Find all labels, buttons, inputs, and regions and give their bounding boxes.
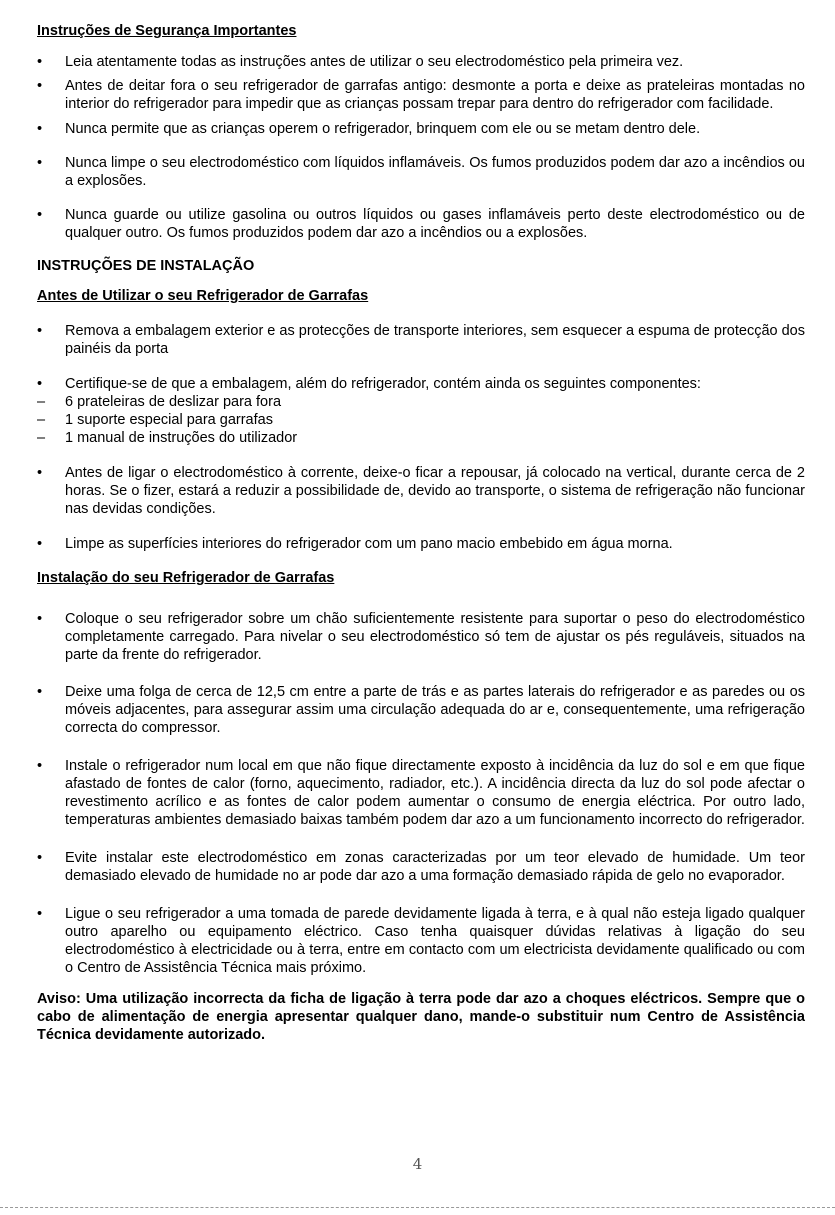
component-item-2 (37, 411, 805, 429)
component-text: 6 prateleiras de deslizar para fora (65, 394, 282, 410)
installation-heading: INSTRUÇÕES DE INSTALAÇÃO (37, 258, 255, 274)
safety-item-2: • Antes de deitar fora o seu refrigerador de garrafas antigo: desmonte a porta e deixe as prateleiras montadas no interior do refrigerador para impedir que as crianças possam trepar para dentro do refrigerador com facilidade. (37, 77, 805, 113)
before-use-heading: Antes de Utilizar o seu Refrigerador de Garrafas (37, 288, 369, 304)
component-text: 1 manual de instruções do utilizador (65, 430, 298, 446)
safety-item-4: • Nunca limpe o seu electrodoméstico com líquidos inflamáveis. Os fumos produzidos podem dar azo a incêndios ou a explosões. (37, 154, 805, 190)
component-item-1 (37, 393, 805, 411)
safety-heading: Instruções de Segurança Importantes (37, 23, 297, 39)
page-number: 4 (412, 1155, 423, 1173)
installing-item-1: • Coloque o seu refrigerador sobre um chão suficientemente resistente para suportar o peso do electrodoméstico completamente carregado. Para nivelar o seu electrodoméstico só tem de ajustar os pés reguláveis, situados na parte da frente do refrigerador. (37, 610, 805, 664)
before-use-item-4: • Limpe as superfícies interiores do refrigerador com um pano macio embebido em água morna. (37, 535, 805, 553)
installing-item-5: • Ligue o seu refrigerador a uma tomada de parede devidamente ligada à terra, e à qual não esteja ligado qualquer outro aparelho ou equipamento eléctrico. Caso tenha quaisquer dúvidas relativas à ligação do seu electrodoméstico à electricidade ou à terra, entre em contacto com um electricista devidamente qualificado ou com o Centro de Assistência Técnica mais próximo. (37, 905, 805, 977)
safety-item-1: • Leia atentamente todas as instruções antes de utilizar o seu electrodoméstico pela primeira vez. (37, 53, 805, 71)
bottom-divider (0, 1207, 835, 1208)
safety-item-3: • Nunca permite que as crianças operem o refrigerador, brinquem com ele ou se metam dentro dele. (37, 120, 805, 138)
safety-item-5: • Nunca guarde ou utilize gasolina ou outros líquidos ou gases inflamáveis perto deste electrodoméstico ou de qualquer outro. Os fumos produzidos podem dar azo a incêndios ou a explosões. (37, 206, 805, 242)
component-item-3 (37, 429, 805, 447)
before-use-item-1: • Remova a embalagem exterior e as protecções de transporte interiores, sem esquecer a espuma de protecção dos painéis da porta (37, 322, 805, 358)
installing-item-3: • Instale o refrigerador num local em que não fique directamente exposto à incidência da luz do sol e em que fique afastado de fontes de calor (forno, aquecimento, radiador, etc.). A incidência directa da luz do sol pode afectar o revestimento acrílico e as fontes de calor podem aumentar o consumo de energia eléctrica. Por outro lado, temperaturas ambientes demasiado baixas também podem dar azo a um funcionamento incorrecto do refrigerador. (37, 757, 805, 829)
dash-mark: – (37, 394, 46, 410)
dash-mark: – (37, 430, 46, 446)
grounding-warning: Aviso: Uma utilização incorrecta da ficha de ligação à terra pode dar azo a choques eléctricos. Sempre que o cabo de alimentação de energia apresentar qualquer dano, mande-o substituir num Centro de Assistência Técnica devidamente autorizado. (37, 991, 805, 1043)
manual-page (37, 22, 805, 1044)
installing-heading: Instalação do seu Refrigerador de Garrafas (37, 570, 335, 586)
installing-item-4: • Evite instalar este electrodoméstico em zonas caracterizadas por um teor elevado de humidade. Um teor demasiado elevado de humidade no ar pode dar azo a uma formação demasiado rápida de gelo no evaporador. (37, 849, 805, 885)
before-use-item-2: • Certifique-se de que a embalagem, além do refrigerador, contém ainda os seguintes componentes: (37, 375, 805, 393)
component-text: 1 suporte especial para garrafas (65, 412, 273, 428)
before-use-item-3: • Antes de ligar o electrodoméstico à corrente, deixe-o ficar a repousar, já colocado na vertical, durante cerca de 2 horas. Se o fizer, estará a reduzir a possibilidade de, devido ao transporte, o sistema de refrigeração não funcionar nas devidas condições. (37, 464, 805, 518)
installing-item-2: • Deixe uma folga de cerca de 12,5 cm entre a parte de trás e as partes laterais do refrigerador e as paredes ou os móveis adjacentes, para assegurar assim uma circulação adequada do ar e, consequentemente, uma refrigeração correcta do compressor. (37, 683, 805, 737)
dash-mark: – (37, 412, 46, 428)
